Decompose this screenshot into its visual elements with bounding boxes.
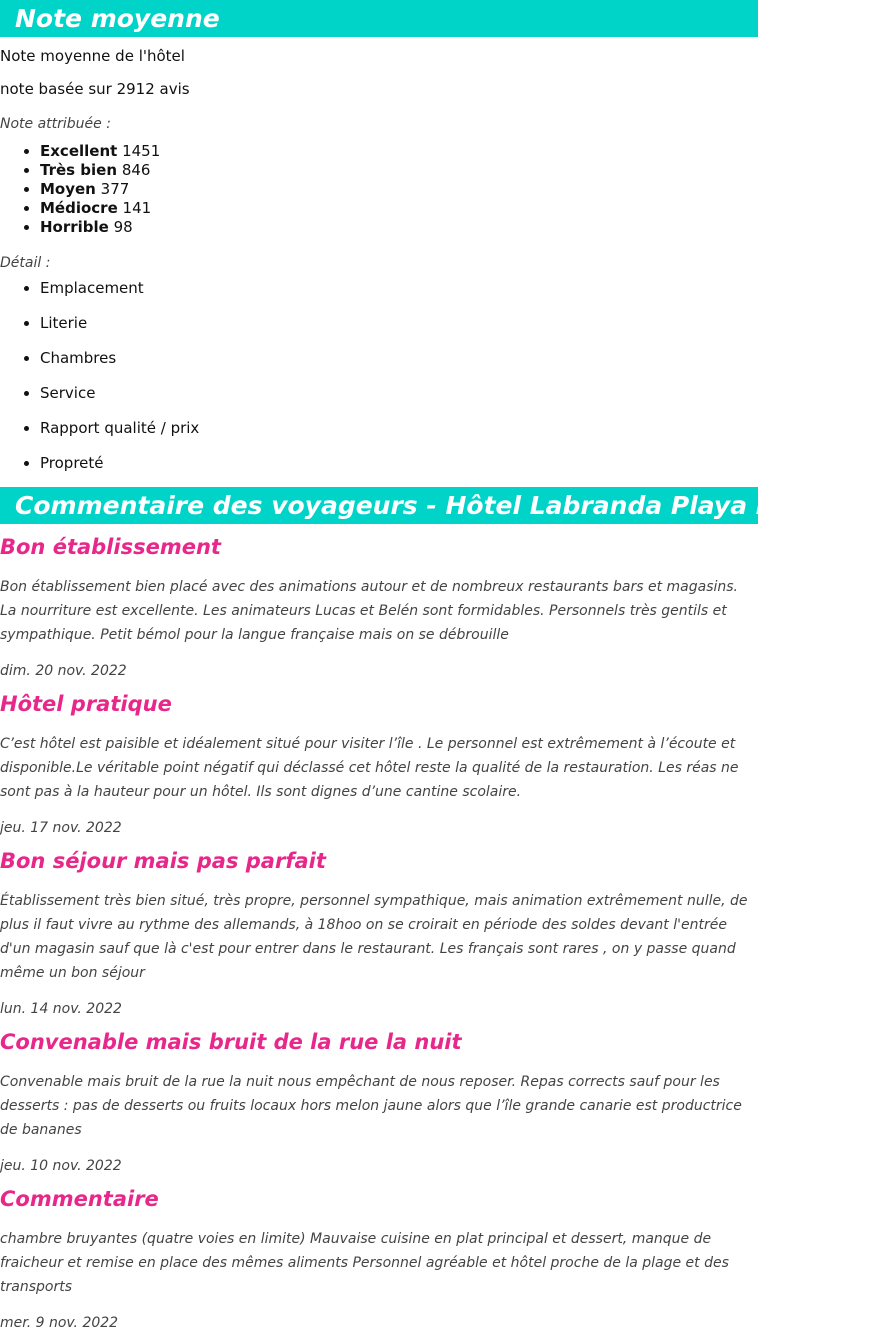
rating-label: Horrible [40,218,109,236]
review-date: jeu. 17 nov. 2022 [0,820,122,836]
review-title: Convenable mais bruit de la rue la nuit [0,1030,462,1054]
average-rating-banner: Note moyenne [0,0,758,37]
rating-count: 141 [122,199,152,217]
review-text: Établissement très bien situé, très propre, personnel sympathique, mais animation extrêmement nulle, de plus il faut vivre au rythme des allemands, à 18hoo on se croirait en période des soldes devant l'entrée d'un magasin sauf que là c'est pour entrer dans le restaurant. Les français sont rares , on y passe quand même un bon séjour [0,893,748,981]
review [0,1186,758,1333]
review-title: Commentaire [0,1187,159,1211]
review-title: Bon séjour mais pas parfait [0,849,326,873]
review-text: chambre bruyantes (quatre voies en limite) Mauvaise cuisine en plat principal et dessert, manque de fraicheur et remise en place des mêmes aliments Personnel agréable et hôtel proche de la plage et des transports [0,1231,729,1295]
detail-item-rooms: • Chambres [40,350,758,367]
rating-count: 377 [100,180,130,198]
review [0,848,758,1019]
rating-item [40,180,758,199]
detail-list [0,280,758,472]
rating-label: Très bien [40,161,118,179]
review-count: note basée sur 2912 avis [0,80,190,98]
rating-count: 1451 [122,142,161,160]
review [0,534,758,681]
review-text: C’est hôtel est paisible et idéalement situé pour visiter l’île . Le personnel est extrêmement à l’écoute et disponible.Le véritable point négatif qui déclassé cet hôtel reste la qualité de la restauration. Les réas ne sont pas à la hauteur pour un hôtel. Ils sont dignes d’une cantine scolaire. [0,736,739,800]
reviews-banner: Commentaire des voyageurs - Hôtel Labranda Playa Bonita 4* [0,487,758,524]
review-date: mer. 9 nov. 2022 [0,1315,119,1331]
rating-label: Moyen [40,180,96,198]
rating-count: 846 [121,161,151,179]
review-text: Convenable mais bruit de la rue la nuit nous empêchant de nous reposer. Repas corrects sauf pour les desserts : pas de desserts ou fruits locaux hors melon jaune alors que l’île grande canarie est productrice de bananes [0,1074,742,1138]
rating-label: Médiocre [40,199,118,217]
detail-label: Détail : [0,255,51,271]
review [0,1029,758,1176]
rating-item [40,218,758,237]
detail-item-bedding: • Literie [40,315,758,332]
ratings-list [0,142,758,237]
review-text: Bon établissement bien placé avec des animations autour et de nombreux restaurants bars et magasins. La nourriture est excellente. Les animateurs Lucas et Belén sont formidables. Personnels très gentils et sympathique. Petit bémol pour la langue française mais on se débrouille [0,579,739,643]
average-rating-title: Note moyenne de l'hôtel [0,47,185,65]
review-title: Hôtel pratique [0,692,172,716]
detail-item-cleanliness: • Propreté [40,455,758,472]
rating-item [40,199,758,218]
detail-item-value: • Rapport qualité / prix [40,420,758,437]
rating-item [40,142,758,161]
detail-item-location: • Emplacement [40,280,758,297]
review-date: lun. 14 nov. 2022 [0,1001,122,1017]
review-date: dim. 20 nov. 2022 [0,663,127,679]
rating-label: Excellent [40,142,118,160]
detail-item-service: • Service [40,385,758,402]
rating-item [40,161,758,180]
rating-count: 98 [113,218,133,236]
review [0,691,758,838]
review-title: Bon établissement [0,535,221,559]
ratings-label: Note attribuée : [0,116,111,132]
review-date: jeu. 10 nov. 2022 [0,1158,122,1174]
